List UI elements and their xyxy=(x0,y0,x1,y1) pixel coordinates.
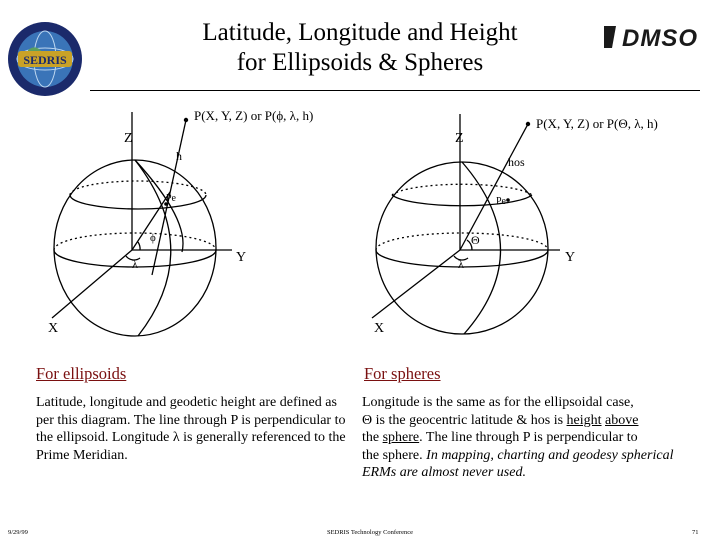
spheres-line-2: is the geocentric latitude & hos is xyxy=(372,412,567,428)
left-pe-label: Pe xyxy=(166,193,176,204)
right-lambda-label: λ xyxy=(458,257,464,271)
title-line-1: Latitude, Longitude and Height xyxy=(202,19,518,46)
left-h-label: h xyxy=(176,149,182,163)
meridian-inner xyxy=(135,160,183,252)
spheres-line-4: the sphere. xyxy=(362,447,427,463)
left-point-label: P(X, Y, Z) or P(ϕ, λ, h) xyxy=(194,108,314,123)
spheres-italic-note: In mapping, charting and geodesy spherical ERMs are almost never used. xyxy=(362,447,674,481)
sedris-logo xyxy=(6,20,84,98)
title-line-2: for Ellipsoids & Spheres xyxy=(236,49,484,76)
parallel-front xyxy=(70,195,206,209)
sphere-outline xyxy=(376,162,548,334)
page-title xyxy=(110,18,610,78)
point-p-left xyxy=(184,118,188,122)
right-z-label: Z xyxy=(455,131,464,146)
sphere-radius-line xyxy=(460,124,528,250)
right-hos-label: hos xyxy=(508,155,525,169)
left-x-label: X xyxy=(48,321,59,336)
footer-page-number: 71 xyxy=(692,529,699,536)
sphere-word: sphere xyxy=(382,430,420,446)
right-theta-label: Θ xyxy=(471,233,480,247)
footer-conference: SEDRIS Technology Conference xyxy=(326,529,414,536)
spheres-description xyxy=(362,394,707,482)
dmso-logo xyxy=(602,22,706,52)
dmso-logo-text: DMSO xyxy=(622,25,698,52)
sphere-parallel-back xyxy=(392,184,532,195)
equator-back xyxy=(54,233,216,250)
title-divider xyxy=(90,90,700,91)
coordinate-diagrams xyxy=(0,100,720,350)
ellipsoid-diagram xyxy=(52,112,232,336)
ellipsoids-heading: For ellipsoids xyxy=(36,364,127,383)
spheres-line-3: . The line through P is perpendicular to xyxy=(419,430,638,446)
point-p-right xyxy=(526,122,530,126)
above-word: above xyxy=(605,412,639,428)
x-axis xyxy=(52,250,132,318)
spheres-line-1: Longitude is the same as for the ellipsoidal case, xyxy=(362,395,634,410)
phi-arc xyxy=(138,242,140,250)
pe-marker-right xyxy=(506,198,510,202)
sphere-diagram xyxy=(372,114,560,334)
parallel-back xyxy=(70,181,206,195)
theta-symbol: Θ xyxy=(362,412,373,428)
sphere-parallel-front xyxy=(392,195,532,206)
right-y-label: Y xyxy=(565,250,576,265)
right-pe-label: Pe xyxy=(496,196,506,207)
height-word: height xyxy=(566,412,602,428)
sphere-meridian-front xyxy=(462,162,501,334)
spheres-heading: For spheres xyxy=(364,364,441,383)
footer-date: 9/29/99 xyxy=(8,529,28,536)
left-phi-label: ϕ xyxy=(150,232,156,244)
right-point-label: P(X, Y, Z) or P(Θ, λ, h) xyxy=(536,116,658,131)
left-y-label: Y xyxy=(236,250,247,265)
sphere-x-axis xyxy=(372,250,460,318)
left-z-label: Z xyxy=(124,131,133,146)
left-lambda-label: λ xyxy=(132,257,138,271)
spheres-line-3-pre: the xyxy=(362,430,383,446)
ellipsoids-description: Latitude, longitude and geodetic height are defined as per this diagram. The line through P is perpendicular to the ellipsoid. Longitude λ is generally referenced to the Prime Meridian. xyxy=(36,395,346,463)
sedris-logo-text: SEDRIS xyxy=(23,53,67,67)
right-x-label: X xyxy=(374,321,385,336)
